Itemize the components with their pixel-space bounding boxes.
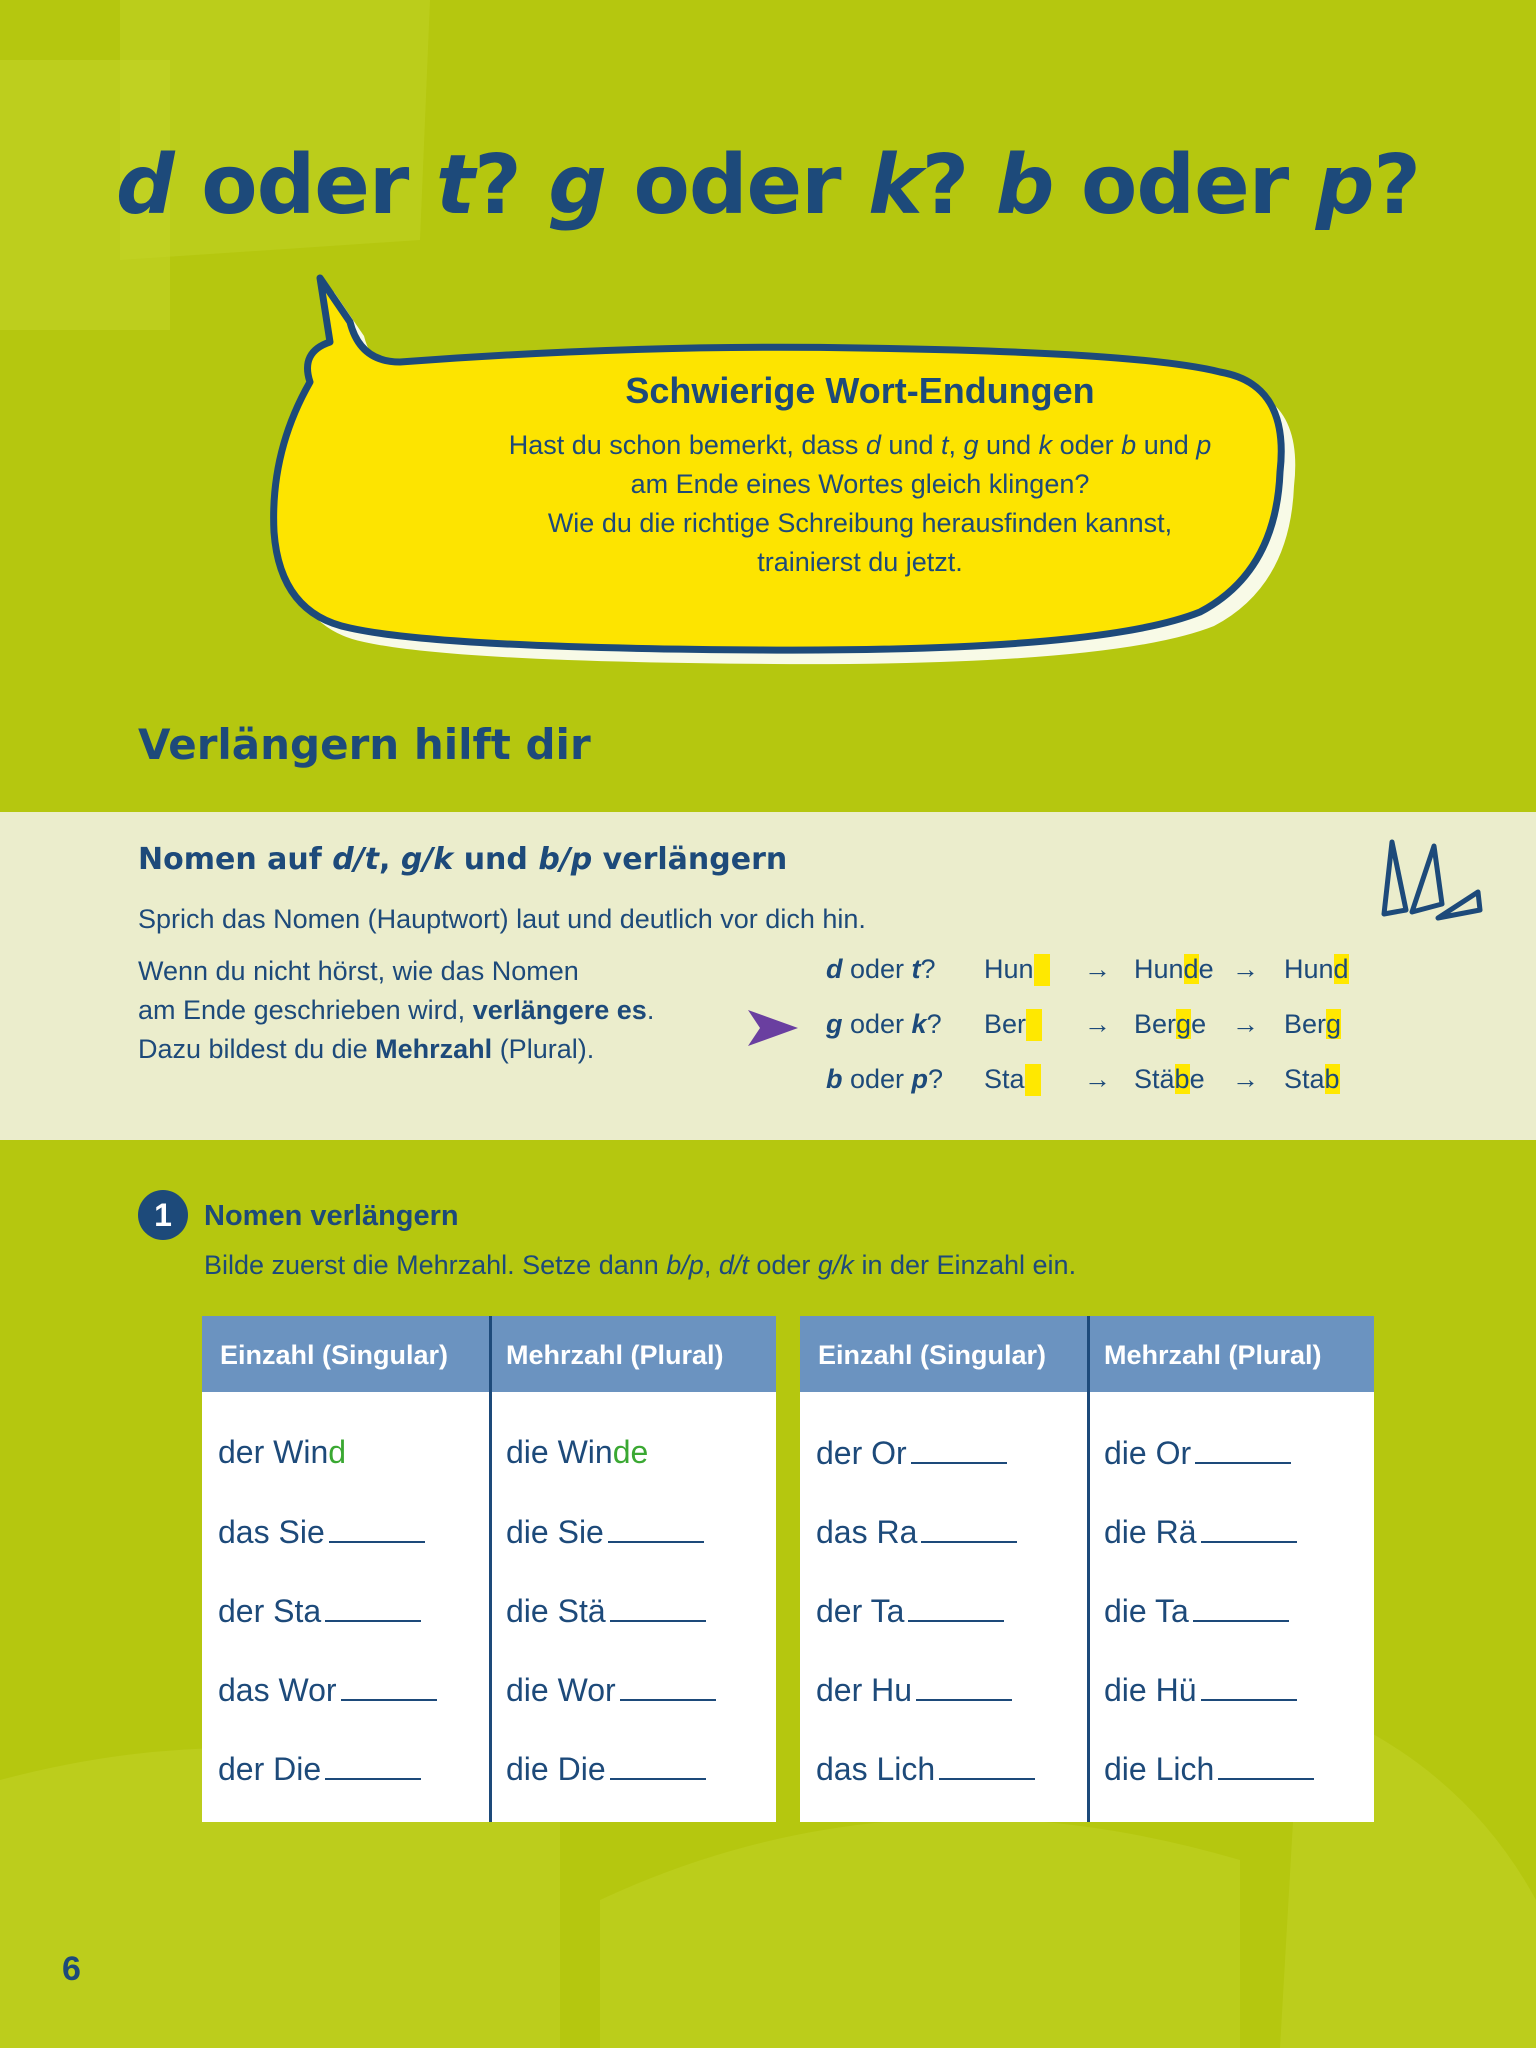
exercise-number-badge: 1 [138,1190,188,1240]
column-header-singular: Einzahl (Singular) [818,1340,1047,1370]
table-cell: die Die [506,1750,706,1788]
table-cell: der Die [218,1750,421,1788]
emphasis-strokes-icon [1376,832,1486,922]
table-cell: der Wind [218,1434,347,1470]
exercise-table-right [800,1316,1374,1822]
answer-blank[interactable] [1195,1434,1291,1464]
info-line-1: Sprich das Nomen (Hauptwort) laut und deutlich vor dich hin. [138,904,866,934]
table-cell: die Winde [506,1434,649,1470]
table-cell: die Sie [506,1513,704,1551]
table-cell: der Hu [816,1671,1012,1709]
table-cell: das Ra [816,1513,1017,1551]
answer-blank[interactable] [610,1592,706,1622]
table-cell: die Rä [1104,1513,1297,1551]
info-paragraph: Wenn du nicht hörst, wie das Nomen am Ende geschrieben wird, verlängere es. Dazu bildest du die Mehrzahl (Plural). [138,956,655,1064]
bubble-line-3: Wie du die richtige Schreibung herausfinden kannst, [547,508,1173,538]
exercise-title: Nomen verlängern [204,1200,459,1232]
column-header-plural: Mehrzahl (Plural) [506,1340,724,1370]
table-cell: das Lich [816,1750,1035,1788]
answer-blank[interactable] [608,1513,704,1543]
bubble-text [300,370,1420,582]
table-cell: die Or [1104,1434,1291,1472]
table-cell: die Ta [1104,1592,1289,1630]
purple-arrow-icon [744,1006,800,1050]
bubble-line-1: Hast du schon bemerkt, dass d und t, g und k oder b und p [508,430,1212,460]
table-cell: das Wor [218,1671,437,1709]
answer-blank[interactable] [620,1671,716,1701]
answer-blank[interactable] [325,1750,421,1780]
answer-blank[interactable] [329,1513,425,1543]
answer-blank[interactable] [1218,1750,1314,1780]
column-header-plural: Mehrzahl (Plural) [1104,1340,1322,1370]
section-heading: Verlängern hilft dir [138,720,591,769]
answer-blank[interactable] [921,1513,1017,1543]
answer-blank[interactable] [610,1750,706,1780]
table-cell: der Or [816,1434,1007,1472]
table-cell: der Ta [816,1592,1004,1630]
bubble-line-4: trainierst du jetzt. [757,547,963,577]
bubble-heading: Schwierige Wort-Endungen [625,370,1095,411]
answer-blank[interactable] [1201,1671,1297,1701]
answer-blank[interactable] [916,1671,1012,1701]
table-cell: das Sie [218,1513,425,1551]
exercise-table-left [202,1316,776,1822]
table-cell: die Wor [506,1671,716,1709]
answer-blank[interactable] [908,1592,1004,1622]
answer-blank[interactable] [325,1592,421,1622]
answer-blank[interactable] [911,1434,1007,1464]
answer-blank[interactable] [1201,1513,1297,1543]
answer-blank[interactable] [341,1671,437,1701]
page-title: d oder t? g oder k? b oder p? [116,138,1420,233]
column-header-singular: Einzahl (Singular) [220,1340,449,1370]
table-cell: der Sta [218,1592,421,1630]
answer-blank[interactable] [939,1750,1035,1780]
table-cell: die Stä [506,1592,706,1630]
answer-blank[interactable] [1193,1592,1289,1622]
table-cell: die Lich [1104,1750,1314,1788]
info-heading: Nomen auf d/t, g/k und b/p verlängern [138,842,788,877]
exercise-instructions: Bilde zuerst die Mehrzahl. Setze dann b/p, d/t oder g/k in der Einzahl ein. [204,1250,1077,1280]
bubble-line-2: am Ende eines Wortes gleich klingen? [630,469,1090,499]
table-cell: die Hü [1104,1671,1297,1709]
page-number: 6 [62,1950,81,1988]
